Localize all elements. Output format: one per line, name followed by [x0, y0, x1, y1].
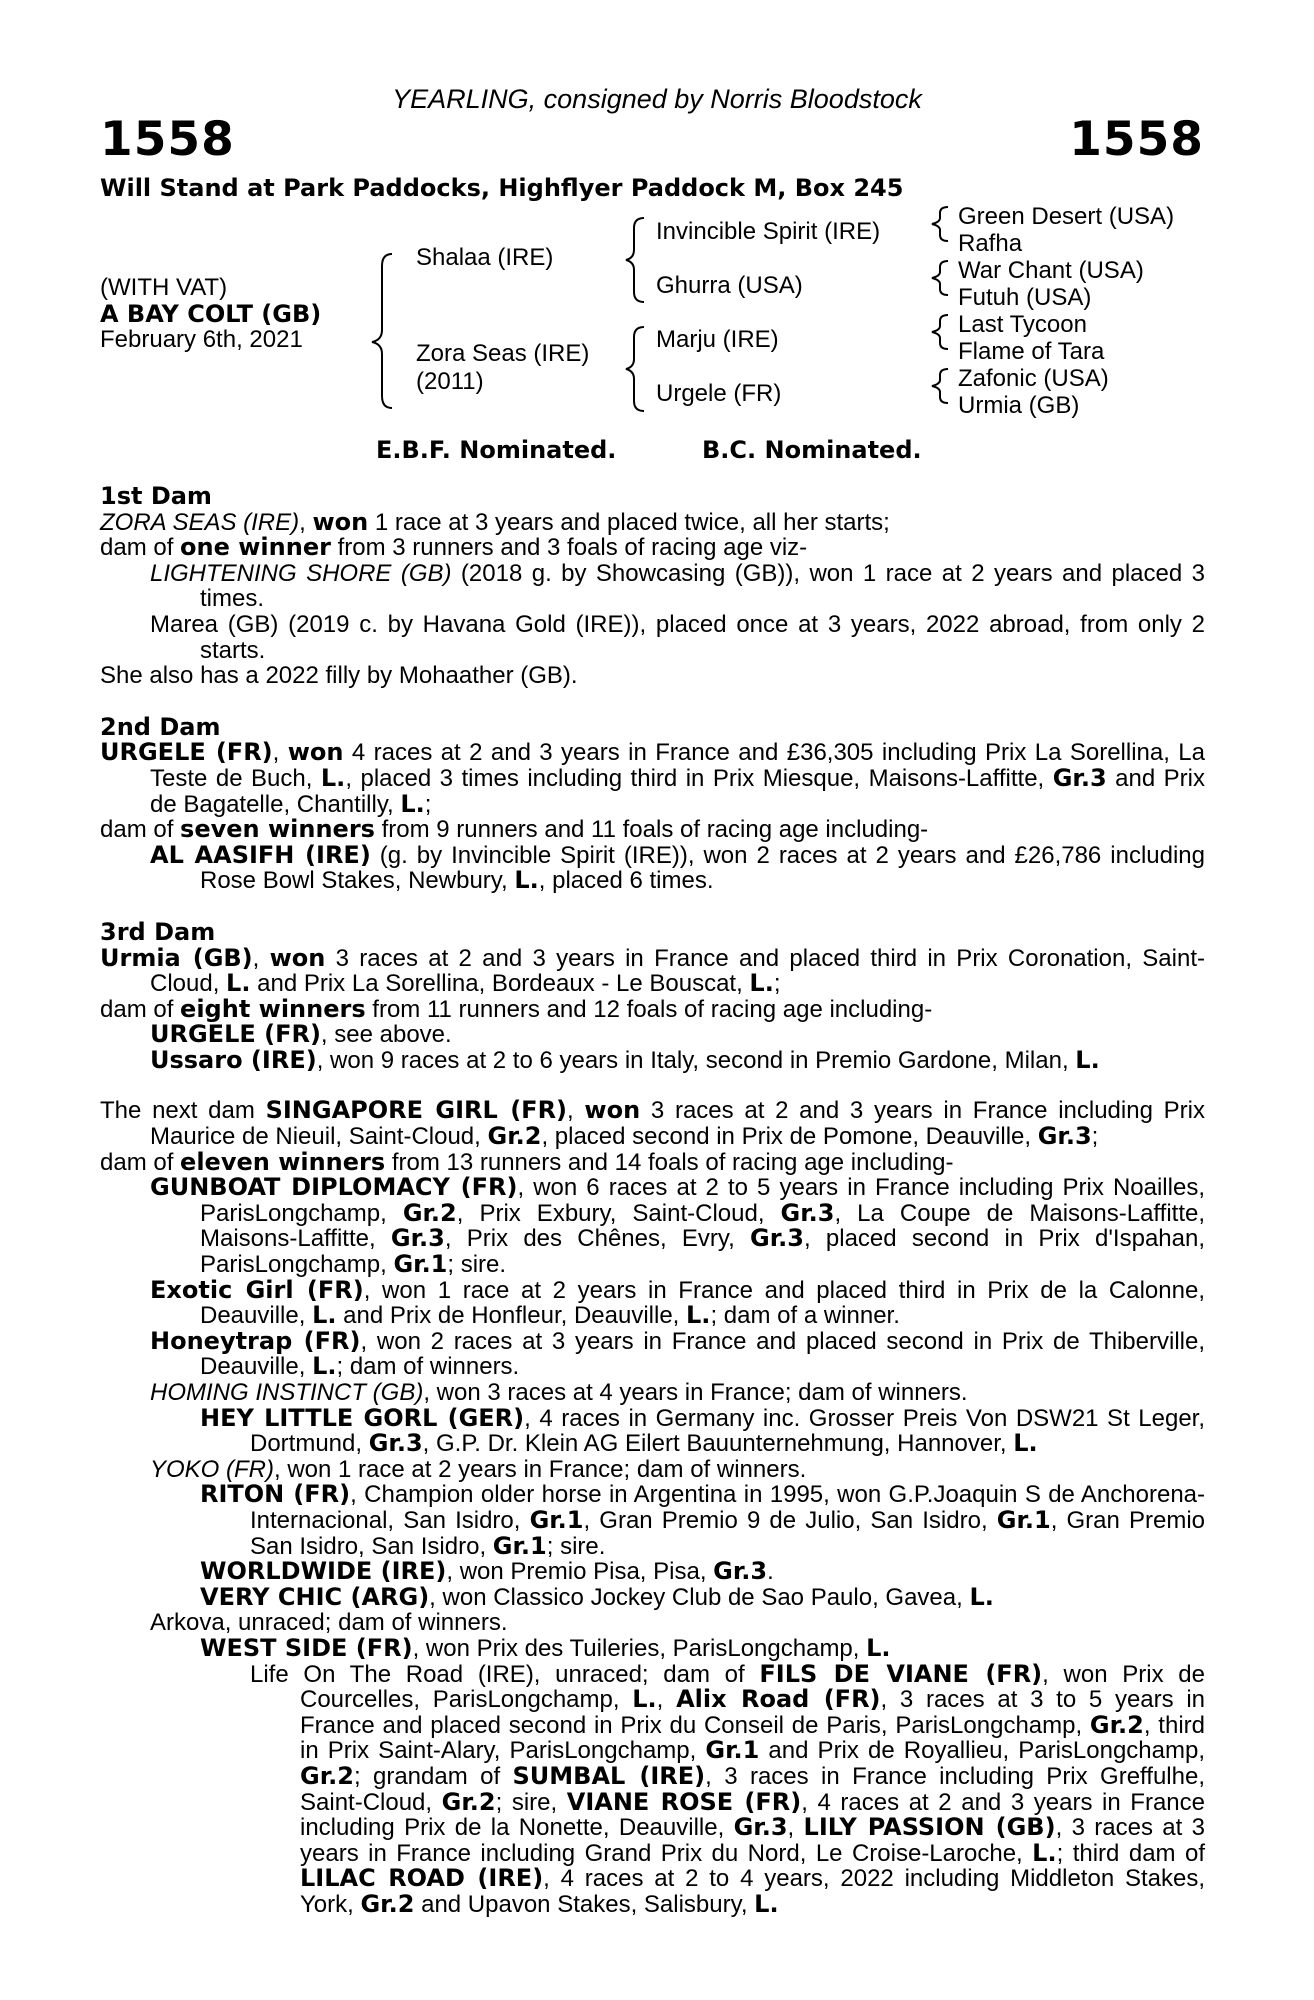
lot-name: A BAY COLT (GB) [100, 300, 322, 328]
first-dam-produce-2: Marea (GB) (2019 c. by Havana Gold (IRE)), placed once at 3 years, 2022 abroad, from only 2 starts. [150, 610, 1205, 664]
next-dam-grandproduce-4: VERY CHIC (ARG), won Classico Jockey Club de Sao Paulo, Gavea, L. [200, 1582, 994, 1611]
second-dam-produce-1: AL AASIFH (IRE) (g. by Invincible Spirit (IRE)), won 2 races at 2 years and £26,786 including Rose Bowl Stakes, Newbury, L., placed 6 times. [150, 840, 1205, 895]
pedigree-dam-dam: Urgele (FR) [656, 380, 782, 407]
next-dam-grandproduce-3: WORLDWIDE (IRE), won Premio Pisa, Pisa, Gr.3. [200, 1557, 774, 1586]
first-dam-record: ZORA SEAS (IRE), won 1 race at 3 years and placed twice, all her starts; [100, 507, 890, 536]
stand-location: Will Stand at Park Paddocks, Highflyer Paddock M, Box 245 [100, 174, 904, 202]
next-dam-record: The next dam SINGAPORE GIRL (FR), won 3 races at 2 and 3 years in France including Prix Maurice de Nieuil, Saint-Cloud, Gr.2, placed second in Prix de Pomone, Deauville, Gr.3; [100, 1096, 1205, 1151]
next-dam-produce-4: HOMING INSTINCT (GB), won 3 races at 4 years in France; dam of winners. [150, 1379, 968, 1406]
third-dam-produce-summary: dam of eight winners from 11 runners and 12 foals of racing age including- [100, 994, 933, 1023]
pedigree-gen3-8: Urmia (GB) [958, 392, 1080, 419]
first-dam-produce-summary: dam of one winner from 3 runners and 3 foals of racing age viz- [100, 533, 808, 562]
next-dam-produce-1: GUNBOAT DIPLOMACY (FR), won 6 races at 2 to 5 years in France including Prix Noailles, ParisLongchamp, Gr.2, Prix Exbury, Saint-Cloud, Gr.3, La Coupe de Maisons-Laffitte, Maisons-Laffitte, Gr.3, Prix des Chênes, Evry, Gr.3, placed second in Prix d'Ispahan, ParisLongchamp, Gr.1; sire. [150, 1173, 1206, 1279]
catalogue-body [100, 484, 1205, 1917]
third-dam-heading: 3rd Dam [100, 917, 216, 946]
next-dam-produce-6: Arkova, unraced; dam of winners. [150, 1609, 508, 1637]
bc-nomination: B.C. Nominated. [702, 436, 922, 464]
second-dam-record: URGELE (FR), won 4 races at 2 and 3 years in France and £36,305 including Prix La Sorellina, La Teste de Buch, L., placed 3 times including third in Prix Miesque, Maisons-Laffitte, Gr.3 and Prix de Bagatelle, Chantilly, L.; [100, 738, 1206, 818]
third-dam-produce-2: Ussaro (IRE), won 9 races at 2 to 6 years in Italy, second in Premio Gardone, Milan, L. [150, 1045, 1100, 1074]
consignment-line: YEARLING, consigned by Norris Bloodstock [392, 84, 922, 114]
pedigree-sire: Shalaa (IRE) [416, 244, 554, 271]
pedigree-dam: Zora Seas (IRE) [416, 340, 590, 367]
pedigree-gen3-7: Zafonic (USA) [958, 365, 1109, 392]
pedigree-sire-dam: Ghurra (USA) [656, 272, 803, 299]
foaling-date: February 6th, 2021 [100, 326, 303, 353]
pedigree-gen3-5: Last Tycoon [958, 311, 1087, 338]
first-dam-heading: 1st Dam [100, 482, 212, 510]
pedigree-gen3-4: Futuh (USA) [958, 284, 1092, 311]
next-dam-grandproduce-1: HEY LITTLE GORL (GER), 4 races in Germany inc. Grosser Preis Von DSW21 St Leger, Dortmund, Gr.3, G.P. Dr. Klein AG Eilert Bauunternehmung, Hannover, L. [200, 1403, 1205, 1458]
pedigree-gen3-2: Rafha [958, 230, 1023, 257]
next-dam-produce-3: Honeytrap (FR), won 2 races at 3 years in France and placed second in Prix de Thiberville, Deauville, L.; dam of winners. [150, 1326, 1205, 1381]
pedigree-gen3-3: War Chant (USA) [958, 257, 1144, 284]
ebf-nomination: E.B.F. Nominated. [376, 436, 617, 464]
vat-label: (WITH VAT) [100, 274, 228, 301]
next-dam-produce-2: Exotic Girl (FR), won 1 race at 2 years in France and placed third in Prix de la Calonne, Deauville, L. and Prix de Honfleur, Deauville, L.; dam of a winner. [150, 1275, 1205, 1330]
third-dam-record: Urmia (GB), won 3 races at 2 and 3 years in France and placed third in Prix Coronation, Saint-Cloud, L. and Prix La Sorellina, Bordeaux - Le Bouscat, L.; [100, 943, 1205, 998]
pedigree-dam-year: (2011) [416, 368, 484, 395]
pedigree-dam-sire: Marju (IRE) [656, 326, 779, 353]
next-dam-produce-summary: dam of eleven winners from 13 runners and 14 foals of racing age including- [100, 1147, 954, 1176]
next-dam-grandproduce-5: WEST SIDE (FR), won Prix des Tuileries, ParisLongchamp, L. [200, 1633, 891, 1662]
next-dam-grandproduce-6: Life On The Road (IRE), unraced; dam of FILS DE VIANE (FR), won Prix de Courcelles, ParisLongchamp, L., Alix Road (FR), 3 races at 3 to 5 years in France and placed second in Prix du Conseil de Paris, ParisLongchamp, Gr.2, third in Prix Saint-Alary, ParisLongchamp, Gr.1 and Prix de Royallieu, ParisLongchamp, Gr.2; grandam of SUMBAL (IRE), 3 races in France including Prix Greffulhe, Saint-Cloud, Gr.2; sire, VIANE ROSE (FR), 4 races at 2 and 3 years in France including Prix de la Nonette, Deauville, Gr.3, LILY PASSION (GB), 3 races at 3 years in France including Grand Prix du Nord, Le Croise-Laroche, L.; third dam of LILAC ROAD (IRE), 4 races at 2 to 4 years, 2022 including Middleton Stakes, York, Gr.2 and Upavon Stakes, Salisbury, L. [250, 1659, 1206, 1918]
second-dam-heading: 2nd Dam [100, 712, 221, 741]
first-dam-produce-1: LIGHTENING SHORE (GB) (2018 g. by Showcasing (GB)), won 1 race at 2 years and placed 3 times. [150, 559, 1205, 613]
pedigree-gen3-1: Green Desert (USA) [958, 203, 1175, 230]
next-dam-grandproduce-2: RITON (FR), Champion older horse in Argentina in 1995, won G.P.Joaquin S de Anchorena-Internacional, San Isidro, Gr.1, Gran Premio 9 de Julio, San Isidro, Gr.1, Gran Premio San Isidro, San Isidro, Gr.1; sire. [200, 1480, 1206, 1560]
next-dam-produce-5: YOKO (FR), won 1 race at 2 years in France; dam of winners. [150, 1455, 807, 1483]
pedigree-sire-sire: Invincible Spirit (IRE) [656, 218, 881, 245]
third-dam-produce-1: URGELE (FR), see above. [150, 1020, 452, 1049]
first-dam-note: She also has a 2022 filly by Mohaather (GB). [100, 662, 578, 690]
lot-number-right: 1558 [1069, 112, 1204, 167]
pedigree-gen3-6: Flame of Tara [958, 338, 1105, 365]
lot-number-left: 1558 [100, 112, 235, 167]
second-dam-produce-summary: dam of seven winners from 9 runners and 11 foals of racing age including- [100, 815, 929, 844]
